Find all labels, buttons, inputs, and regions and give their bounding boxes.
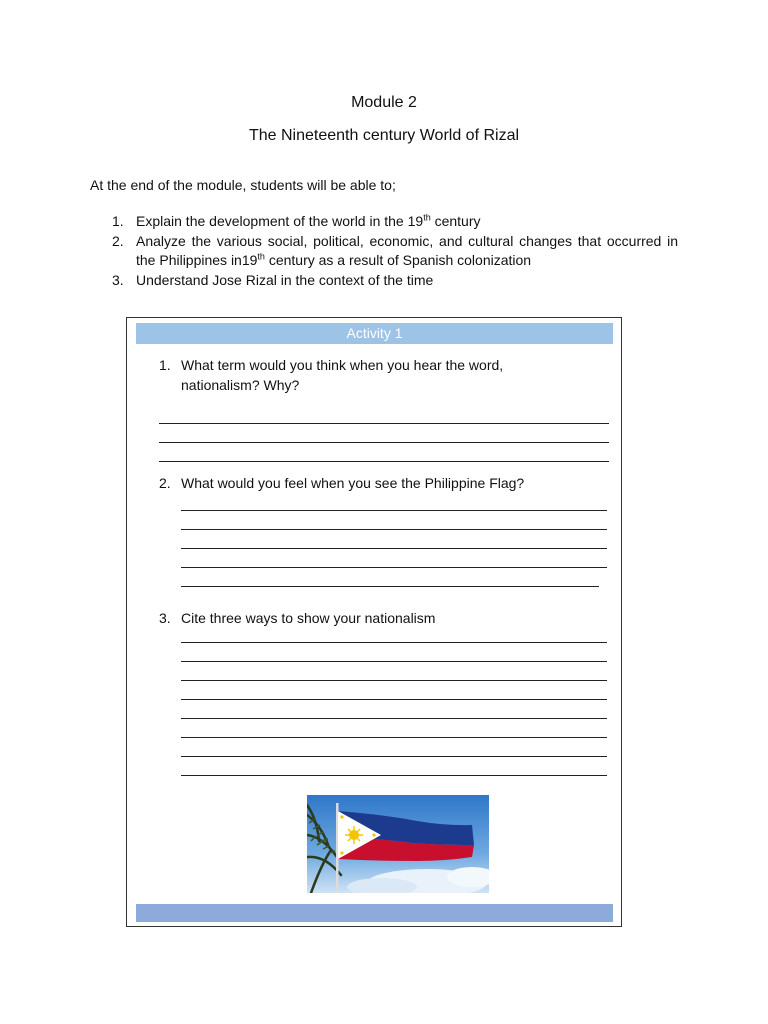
objective-item bbox=[112, 212, 678, 232]
objective-text: Analyze the various social, political, economic, and cultural changes that occurred in the Philippines in19 bbox=[136, 232, 678, 268]
objective-text-end: century as a result of Spanish colonization bbox=[264, 252, 532, 268]
answer-line[interactable] bbox=[181, 567, 607, 568]
question-number: 2. bbox=[159, 475, 171, 491]
module-title: Module 2 bbox=[351, 94, 417, 111]
answer-line[interactable] bbox=[181, 529, 607, 530]
philippine-flag-icon bbox=[307, 795, 489, 893]
objective-number: 3. bbox=[112, 271, 124, 288]
objective-number: 1. bbox=[112, 213, 124, 229]
question-number: 3. bbox=[159, 610, 171, 626]
question-text: Cite three ways to show your nationalism bbox=[181, 610, 436, 626]
answer-line[interactable] bbox=[181, 737, 607, 738]
intro-text: At the end of the module, students will be able to; bbox=[90, 177, 396, 193]
objective-superscript: th bbox=[257, 251, 265, 262]
answer-line[interactable] bbox=[181, 775, 607, 776]
answer-line[interactable] bbox=[181, 661, 607, 662]
answer-line[interactable] bbox=[159, 423, 609, 424]
objective-text-end: century bbox=[430, 213, 481, 229]
objective-text: Explain the development of the world in the 19 bbox=[136, 213, 424, 229]
answer-line[interactable] bbox=[181, 756, 607, 757]
answer-line[interactable] bbox=[181, 718, 607, 719]
objective-item bbox=[112, 271, 678, 291]
objective-superscript: th bbox=[423, 212, 431, 223]
question-text: What term would you think when you hear the word, bbox=[181, 357, 504, 373]
question-1 bbox=[159, 356, 599, 396]
answer-line[interactable] bbox=[159, 461, 609, 462]
question-3 bbox=[159, 609, 599, 629]
question-2 bbox=[159, 474, 599, 494]
objective-number: 2. bbox=[112, 232, 124, 249]
answer-line[interactable] bbox=[181, 680, 607, 681]
objective-item bbox=[112, 232, 678, 271]
question-text: What would you feel when you see the Philippine Flag? bbox=[181, 475, 525, 491]
answer-line[interactable] bbox=[181, 642, 607, 643]
question-text-line2: nationalism? Why? bbox=[181, 376, 300, 393]
answer-line[interactable] bbox=[159, 442, 609, 443]
answer-line[interactable] bbox=[181, 699, 607, 700]
objective-text: Understand Jose Rizal in the context of the time bbox=[136, 271, 434, 288]
objectives-list bbox=[112, 212, 678, 290]
answer-line[interactable] bbox=[181, 548, 607, 549]
module-subtitle: The Nineteenth century World of Rizal bbox=[248, 127, 520, 144]
activity-footer-band bbox=[136, 904, 613, 922]
question-number: 1. bbox=[159, 357, 171, 373]
activity-box bbox=[126, 317, 622, 927]
philippine-flag-photo bbox=[307, 795, 489, 893]
answer-line[interactable] bbox=[181, 510, 607, 511]
activity-header: Activity 1 bbox=[136, 323, 613, 344]
answer-line[interactable] bbox=[181, 586, 599, 587]
